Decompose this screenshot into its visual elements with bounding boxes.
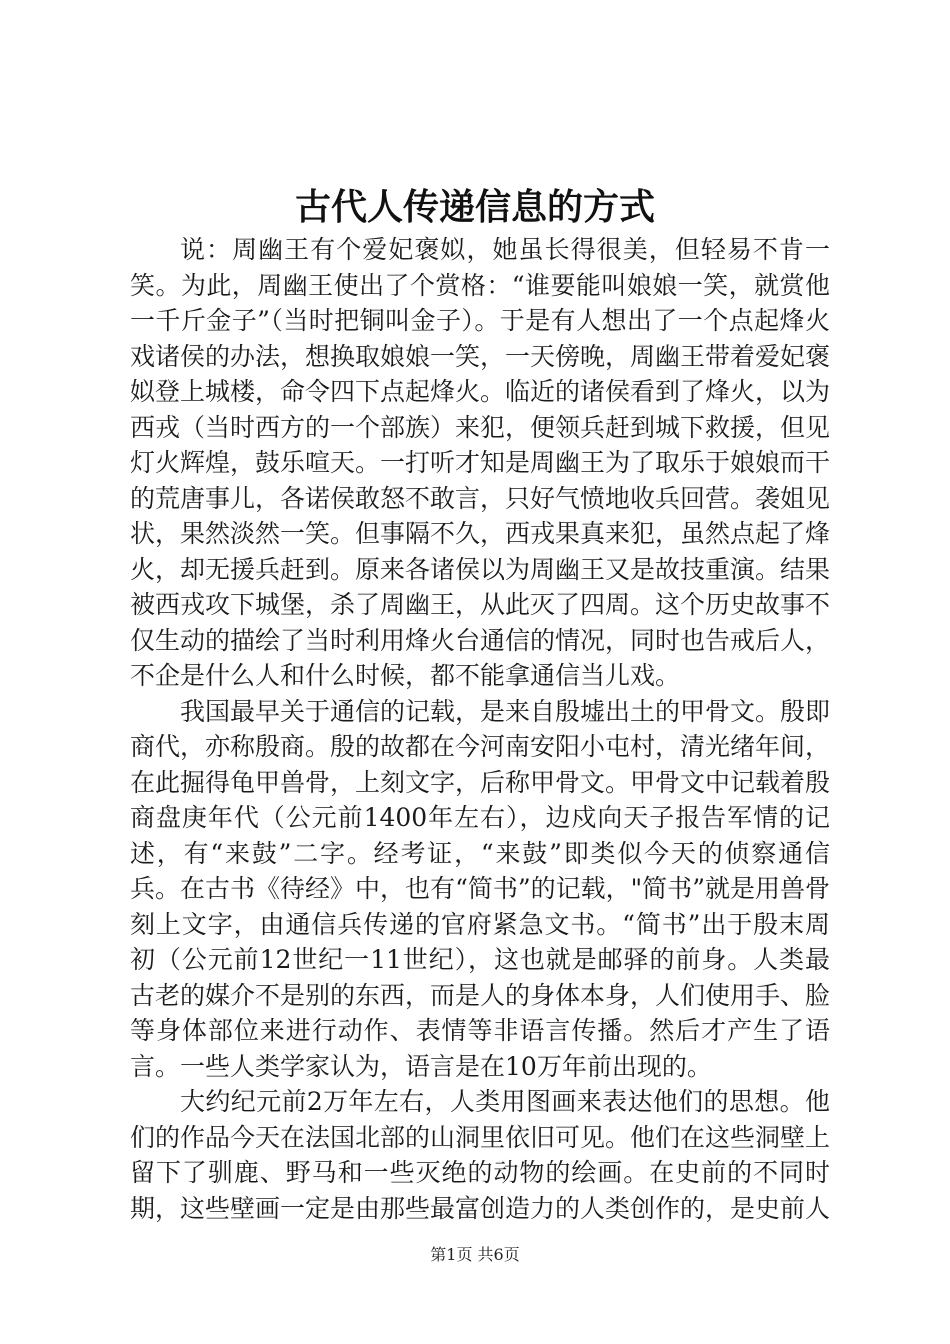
page-footer: 第1页 共6页 <box>430 1245 520 1264</box>
document-title: 古代人传递信息的方式 <box>294 186 655 228</box>
paragraph: 大约纪元前2万年左右，人类用图画来表达他们的思想。他们的作品今天在法国北部的山洞里依旧可见。他们在这些洞壁上留下了驯鹿、野马和一些灭绝的动物的绘画。在史前的不同时期，这些壁画一定是由那些最富创造力的人类创作的，是史前人 <box>130 1087 831 1223</box>
paragraph: 说：周幽王有个爱妃褒姒，她虽长得很美，但轻易不肯一笑。为此，周幽王使出了个赏格：“谁要能叫娘娘一笑，就赏他一千斤金子”（当时把铜叫金子）。于是有人想出了一个点起烽火戏诸侯的办法，想换取娘娘一笑，一天傍晚，周幽王带着爱妃褒姒登上城楼，命令四下点起烽火。临近的诸侯看到了烽火，以为西戎（当时西方的一个部族）来犯，便领兵赶到城下救援，但见灯火辉煌，鼓乐喧天。一打听才知是周幽王为了取乐于娘娘而干的荒唐事儿，各诺侯敢怒不敢言，只好气愤地收兵回营。袭姐见状，果然淡然一笑。但事隔不久，西戎果真来犯，虽然点起了烽火，却无援兵赶到。原来各诸侯以为周幽王又是故技重演。结果被西戎攻下城堡，杀了周幽王，从此灭了四周。这个历史故事不仅生动的描绘了当时利用烽火台通信的情况，同时也告戒后人，不企是什么人和什么时候，都不能拿通信当儿戏。 <box>130 235 831 690</box>
document-body <box>130 232 830 1226</box>
paragraph: 我国最早关于通信的记载，是来自殷墟出土的甲骨文。殷即商代，亦称殷商。殷的故都在今河南安阳小屯村，清光绪年间，在此掘得龟甲兽骨，上刻文字，后称甲骨文。甲骨文中记载着殷商盘庚年代（公元前1400年左右），边戍向天子报告军情的记述，有“来鼓”二字。经考证，“来鼓”即类似今天的侦察通信兵。在古书《待经》中，也有“简书”的记载，"简书”就是用兽骨刻上文字，由通信兵传递的官府紧急文书。“简书”出于殷末周初（公元前12世纪一11世纪），这也就是邮驿的前身。人类最古老的媒介不是别的东西，而是人的身体本身，人们使用手、脸等身体部位来进行动作、表情等非语言传播。然后才产生了语言。一些人类学家认为，语言是在10万年前出现的。 <box>130 696 831 1081</box>
